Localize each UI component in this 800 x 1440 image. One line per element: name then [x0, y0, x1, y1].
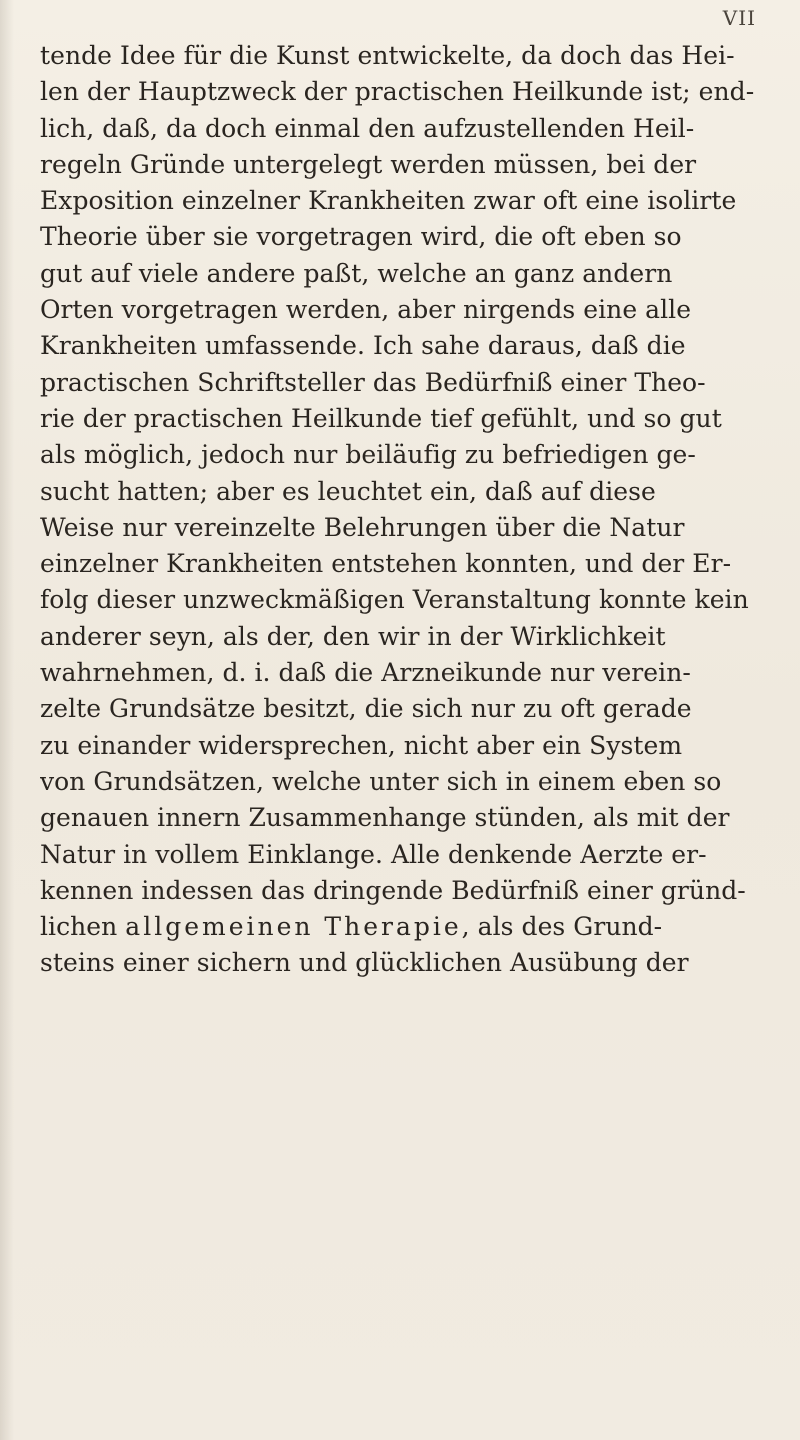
emphasized-term: allgemeinen Therapie [125, 912, 462, 942]
text-line-15: einzelner Krankheiten entstehen konnten, und der Er- [40, 549, 732, 579]
text-line-12: als möglich, jedoch nur beiläufig zu befriedigen ge- [40, 440, 696, 470]
text-line-18: wahrnehmen, d. i. daß die Arzneikunde nur verein- [40, 658, 691, 688]
text-line-25 [40, 909, 785, 945]
page-number: VII [722, 6, 756, 30]
text-line-11: rie der practischen Heilkunde tief gefühlt, und so gut [40, 403, 722, 433]
text-line-22: genauen innern Zusammenhange stünden, als mit der [40, 803, 730, 833]
text-line-16: folg dieser unzweckmäßigen Veranstaltung konnte kein [40, 585, 749, 615]
binding-shadow [0, 0, 14, 1440]
text-line-4: regeln Gründe untergelegt werden müssen, bei der [40, 149, 697, 179]
text-line-21: von Grundsätzen, welche unter sich in einem eben so [40, 766, 722, 796]
text-line-8: Orten vorgetragen werden, aber nirgends eine alle [40, 295, 692, 325]
text-line-3: lich, daß, da doch einmal den aufzustellenden Heil- [40, 113, 695, 143]
text-line-23: Natur in vollem Einklange. Alle denkende Aerzte er- [40, 839, 707, 869]
text-line-20: zu einander widersprechen, nicht aber ein System [40, 730, 683, 760]
text-line-26: steins einer sichern und glücklichen Ausübung der [40, 948, 689, 978]
text-line-24: kennen indessen das dringende Bedürfniß einer gründ- [40, 875, 746, 905]
text-line-25-end: , als des Grund- [461, 912, 663, 942]
text-line-19: zelte Grundsätze besitzt, die sich nur zu oft gerade [40, 694, 692, 724]
text-line-6: Theorie über sie vorgetragen wird, die oft eben so [40, 222, 682, 252]
text-line-25-start: lichen [40, 912, 126, 942]
text-line-7: gut auf viele andere paßt, welche an ganz andern [40, 258, 673, 288]
text-line-17: anderer seyn, als der, den wir in der Wirklichkeit [40, 621, 666, 651]
text-line-14: Weise nur vereinzelte Belehrungen über die Natur [40, 512, 685, 542]
text-line-5: Exposition einzelner Krankheiten zwar oft eine isolirte [40, 186, 737, 216]
text-line-9: Krankheiten umfassende. Ich sahe daraus, daß die [40, 331, 686, 361]
text-line-1: tende Idee für die Kunst entwickelte, da doch das Hei- [40, 41, 735, 70]
body-text [40, 38, 785, 982]
text-line-10: practischen Schriftsteller das Bedürfniß einer Theo- [40, 367, 706, 397]
text-line-13: sucht hatten; aber es leuchtet ein, daß auf diese [40, 476, 656, 506]
text-line-2: len der Hauptzweck der practischen Heilkunde ist; end- [40, 77, 755, 107]
